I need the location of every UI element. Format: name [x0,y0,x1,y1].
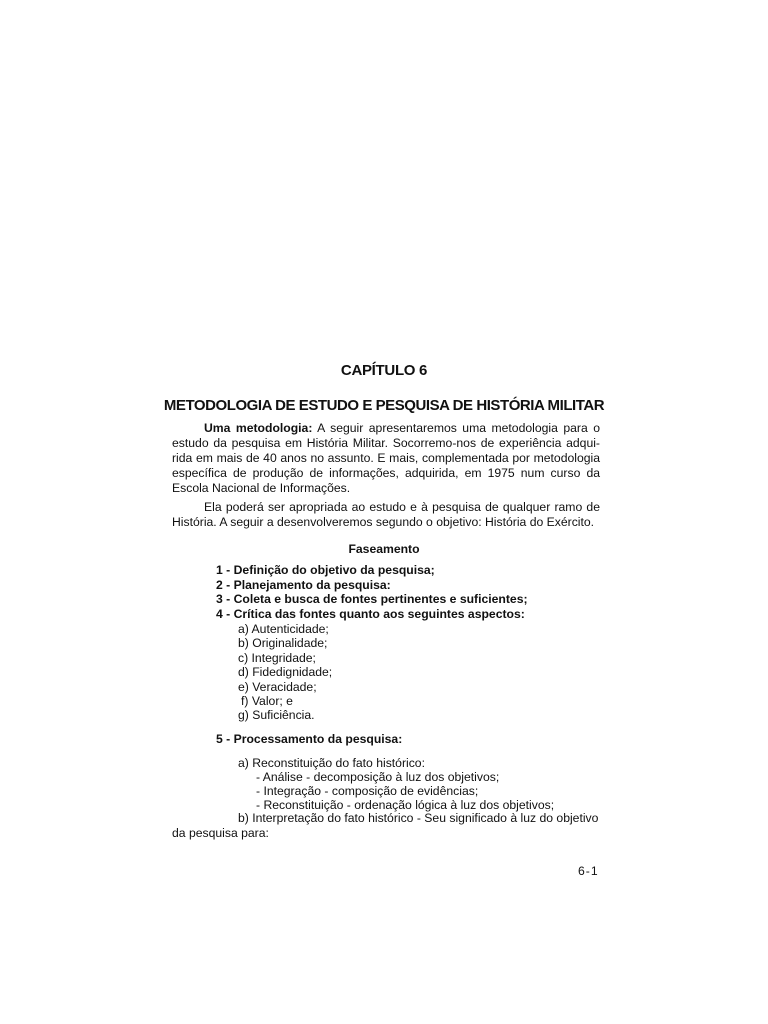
phase-list [216,563,528,621]
second-paragraph: Ela poderá ser apropriada ao estudo e à pesquisa de qualquer ramo de História. A seguir a desenvolveremos segundo o objetivo: História do Exército. [172,500,600,529]
aspect-list [238,622,332,723]
aspect-item: a) Autenticidade; [238,622,329,636]
aspect-item: d) Fidedignidade; [238,665,333,680]
aspect-item: c) Integridade; [238,650,316,665]
phase-5-heading: 5 - Processamento da pesquisa: [216,732,403,746]
step-item: - Análise - decomposição à luz dos objetivos; [256,770,500,784]
aspect-item: b) Originalidade; [238,636,328,651]
intro-lead: Uma metodologia: [204,421,313,435]
phase-item: 1 - Definição do objetivo da pesquisa; [216,563,435,577]
reconstitution-heading: a) Reconstituição do fato histórico: [238,756,425,770]
phase-item: 3 - Coleta e busca de fontes pertinentes e suficientes; [216,592,528,607]
interpretation-paragraph: b) Interpretação do fato histórico - Seu significado à luz do objetivo da pesquisa para: [172,811,599,840]
aspect-item: f) Valor; e [241,694,293,709]
intro-paragraph [172,421,600,496]
step-list [256,770,554,813]
aspect-item: e) Veracidade; [238,679,317,694]
phase-item: 4 - Crítica das fontes quanto aos seguintes aspectos: [216,606,525,621]
step-item: - Reconstituição - ordenação lógica à luz dos objetivos; [256,798,555,813]
faseamento-heading: Faseamento [348,542,420,556]
aspect-item: g) Suficiência. [238,708,315,723]
step-item: - Integração - composição de evidências; [256,784,479,799]
chapter-heading: CAPÍTULO 6 [340,362,428,379]
chapter-title: METODOLOGIA DE ESTUDO E PESQUISA DE HISTÓRIA MILITAR [163,397,605,414]
page-number: 6-1 [578,864,599,878]
phase-item: 2 - Planejamento da pesquisa: [216,577,391,592]
intro-text: A seguir apresentaremos uma metodologia para o estudo da pesquisa em História Militar. Socorremo-nos de experiência adqui-rida em mais de 40 anos no assunto. E mais, complementada por metodologia específica de produção de informações, adquirida, em 1975 num curso da Escola Nacional de Informações. [172,421,600,495]
